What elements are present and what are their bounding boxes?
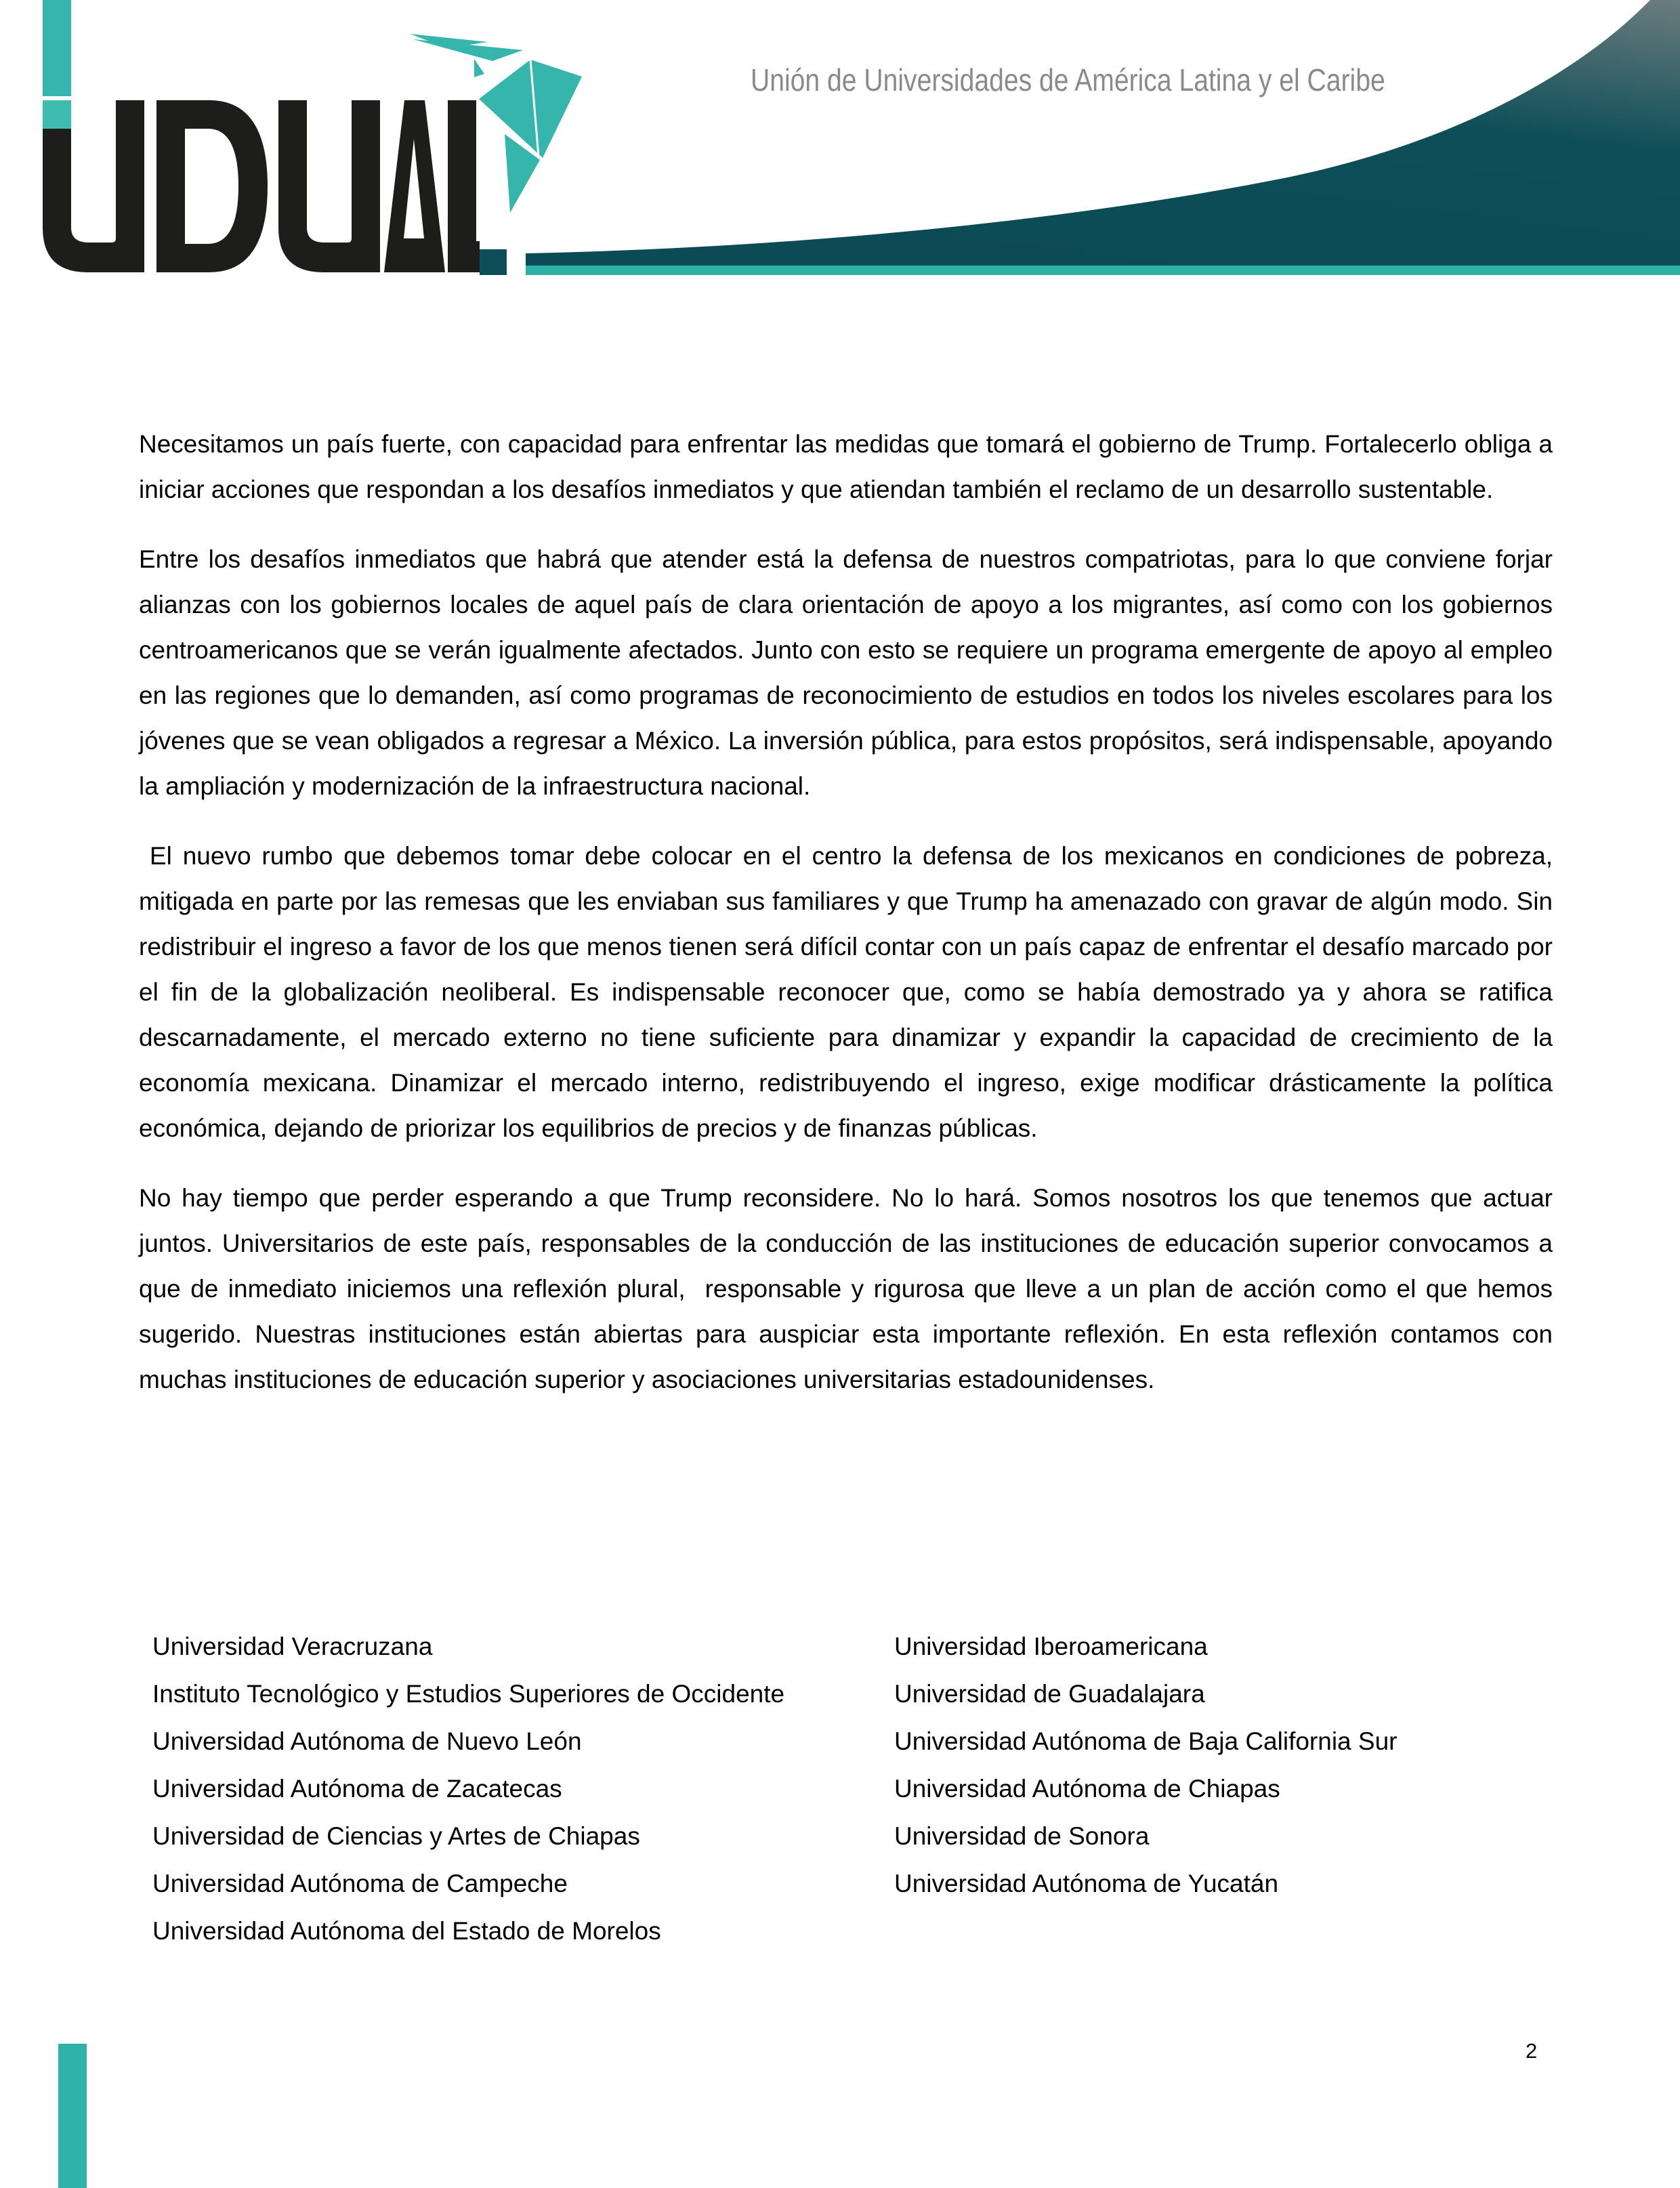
paragraph-3: El nuevo rumbo que debemos tomar debe colocar en el centro la defensa de los mexicanos en condiciones de pobreza, mitigada en parte por las remesas que les enviaban sus familiares y que Trump ha amenazado con gravar de algún modo. Sin redistribuir el ingreso a favor de los que menos tienen será difícil contar con un país capaz de enfrentar el desafío marcado por el fin de la globalización neoliberal. Es indispensable reconocer que, como se había demostrado ya y ahora se ratifica descarnadamente, el mercado externo no tiene suficiente para dinamizar y expandir la capacidad de crecimiento de la economía mexicana. Dinamizar el mercado interno, redistribuyendo el ingreso, exige modificar drásticamente la política económica, dejando de priorizar los equilibrios de precios y de finanzas públicas. bbox=[139, 842, 1560, 1142]
paragraph-2: Entre los desafíos inmediatos que habrá que atender está la defensa de nuestros compatriotas, para lo que conviene forjar alianzas con los gobiernos locales de aquel país de clara orientación de apoyo a los migrantes, así como con los gobiernos centroamericanos que se verán igualmente afectados. Junto con esto se requiere un programa emergente de apoyo al empleo en las regiones que lo demanden, así como programas de reconocimiento de estudios en todos los niveles escolares para los jóvenes que se vean obligados a regresar a México. La inversión pública, para estos propósitos, será indispensable, apoyando la ampliación y modernización de la infraestructura nacional. bbox=[139, 545, 1560, 800]
university-item: Universidad de Sonora bbox=[894, 1822, 1150, 1850]
university-item: Universidad Autónoma de Zacatecas bbox=[152, 1775, 562, 1803]
origami-bird-icon bbox=[406, 0, 759, 285]
university-item: Instituto Tecnológico y Estudios Superiores de Occidente bbox=[152, 1680, 785, 1708]
paragraph-4: No hay tiempo que perder esperando a que Trump reconsidere. No lo hará. Somos nosotros los que tenemos que actuar juntos. Universitarios de este país, responsables de la conducción de las instituciones de educación superior convocamos a que de inmediato iniciemos una reflexión plural, responsable y rigurosa que lleve a un plan de acción como el que hemos sugerido. Nuestras instituciones están abiertas para auspiciar esta importante reflexión. En esta reflexión contamos con muchas instituciones de educación superior y asociaciones universitarias estadounidenses. bbox=[139, 1184, 1560, 1393]
paragraph-1: Necesitamos un país fuerte, con capacidad para enfrentar las medidas que tomará el gobierno de Trump. Fortalecerlo obliga a iniciar acciones que respondan a los desafíos inmediatos y que atiendan también el reclamo de un desarrollo sustentable. bbox=[139, 430, 1560, 503]
page-number: 2 bbox=[1526, 2039, 1538, 2063]
university-item: Universidad de Guadalajara bbox=[894, 1680, 1205, 1708]
university-item: Universidad Autónoma de Yucatán bbox=[894, 1870, 1279, 1897]
university-item: Universidad Autónoma de Chiapas bbox=[894, 1775, 1280, 1803]
university-item: Universidad Veracruzana bbox=[152, 1633, 433, 1660]
org-title: Unión de Universidades de América Latina y el Caribe bbox=[751, 62, 1385, 98]
university-item: Universidad Autónoma de Campeche bbox=[152, 1870, 568, 1897]
university-item: Universidad Iberoamericana bbox=[894, 1633, 1208, 1660]
university-item: Universidad Autónoma del Estado de Morelos bbox=[152, 1917, 661, 1945]
university-item: Universidad de Ciencias y Artes de Chiapas bbox=[152, 1822, 640, 1850]
university-item: Universidad Autónoma de Nuevo León bbox=[152, 1727, 582, 1755]
letter-body bbox=[139, 421, 1560, 1427]
university-list-left bbox=[152, 1623, 884, 1955]
university-item: Universidad Autónoma de Baja California Sur bbox=[894, 1727, 1398, 1755]
bottom-accent-bar bbox=[58, 2044, 87, 2188]
university-list-right bbox=[894, 1623, 1572, 1908]
